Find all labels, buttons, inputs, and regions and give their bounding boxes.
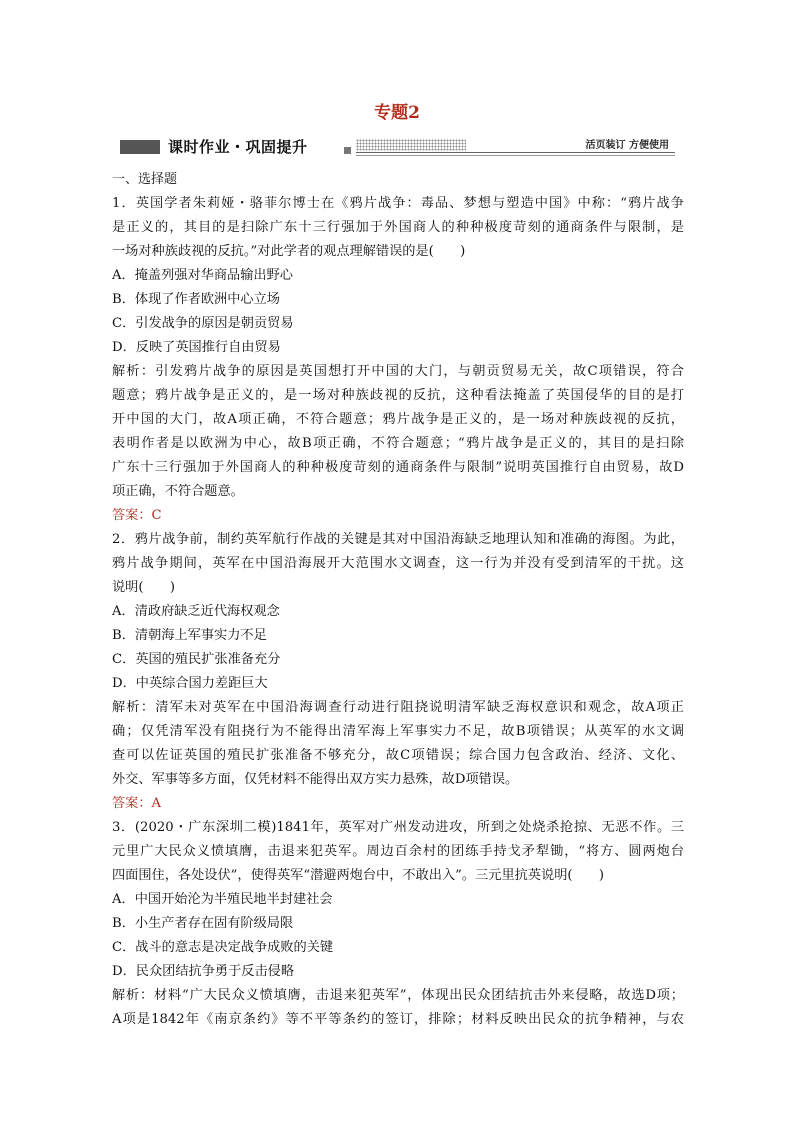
option-d: D．中英综合国力差距巨大 xyxy=(112,676,268,691)
question-stem-line: 元里广大民众义愤填膺，击退来犯英军。周边百余村的团练手持戈矛犁锄，“将方、圆两炮台 xyxy=(112,844,684,859)
option-a: A．清政府缺乏近代海权观念 xyxy=(112,604,280,619)
analysis-line: 广东十三行强加于外国商人的种种极度苛刻的通商条件与限制”说明英国推行自由贸易，故D xyxy=(112,460,684,475)
question-3 xyxy=(112,816,684,1032)
question-stem-line: 鸦片战争期间，英军在中国沿海展开大范围水文调查，这一行为并没有受到清军的干扰。这 xyxy=(112,556,684,571)
option-d: D．民众团结抗争勇于反击侵略 xyxy=(112,964,295,979)
option-d: D．反映了英国推行自由贸易 xyxy=(112,340,281,355)
option-b: B．小生产者存在固有阶级局限 xyxy=(112,916,294,931)
banner-right-note: 活页装订 方便使用 xyxy=(585,140,669,151)
option-c: C．引发战争的原因是朝贡贸易 xyxy=(112,316,294,331)
banner-rule-secondary xyxy=(356,155,675,156)
banner-label: 课时作业・巩固提升 xyxy=(168,138,308,156)
question-2 xyxy=(112,528,684,816)
section-heading: 一、选择题 xyxy=(112,172,178,187)
question-stem-line: 一场对种族歧视的反抗。”对此学者的观点理解错误的是( ) xyxy=(112,244,466,259)
analysis-line: 确；仅凭清军没有阻挠行为不能得出清军海上军事实力不足，故B项错误；从英军的水文调 xyxy=(112,724,684,739)
option-c: C．战斗的意志是决定战争成败的关键 xyxy=(112,940,334,955)
question-stem-line: 2．鸦片战争前，制约英军航行作战的关键是其对中国沿海缺乏地理认知和准确的海图。为此， xyxy=(112,532,684,547)
analysis-line: 项正确，不符合题意。 xyxy=(112,484,244,499)
answer-line: 答案：A xyxy=(112,796,162,811)
section-banner xyxy=(120,134,675,160)
question-stem-line: 3．(2020・广东深圳二模)1841年，英军对广州发动进攻，所到之处烧杀抢掠、无恶不作。三 xyxy=(112,820,684,835)
answer-line: 答案：C xyxy=(112,508,162,523)
question-stem-line: 1．英国学者朱莉娅・骆菲尔博士在《鸦片战争：毒品、梦想与塑造中国》中称：“鸦片战争 xyxy=(112,196,684,211)
analysis-line: 查可以佐证英国的殖民扩张准备不够充分，故C项错误；综合国力包含政治、经济、文化、 xyxy=(112,748,684,763)
option-b: B．体现了作者欧洲中心立场 xyxy=(112,292,280,307)
option-c: C．英国的殖民扩张准备充分 xyxy=(112,652,281,667)
page-title: 专题2 xyxy=(374,103,420,123)
analysis-line: 表明作者是以欧洲为中心，故B项正确，不符合题意；“鸦片战争是正义的，其目的是扫除 xyxy=(112,436,684,451)
analysis-line: 题意；鸦片战争是正义的，是一场对种族歧视的反抗，这种看法掩盖了英国侵华的目的是打 xyxy=(112,388,684,403)
option-a: A．掩盖列强对华商品输出野心 xyxy=(112,268,293,283)
analysis-line: 解析：清军未对英军在中国沿海调查行动进行阻挠说明清军缺乏海权意识和观念，故A项正 xyxy=(112,700,684,715)
banner-rule xyxy=(356,152,675,153)
question-stem-line: 四面围住，各处设伏”，使得英军“潜避两炮台中，不敢出入”。三元里抗英说明( ) xyxy=(112,868,605,883)
banner-decor-block xyxy=(120,140,160,154)
analysis-line: 解析：材料“广大民众义愤填膺，击退来犯英军”，体现出民众团结抗击外来侵略，故选D项； xyxy=(112,988,684,1003)
question-stem-line: 说明( ) xyxy=(112,580,176,595)
analysis-line: 开中国的大门，故A项正确，不符合题意；鸦片战争是正义的，是一场对种族歧视的反抗， xyxy=(112,412,684,427)
analysis-line: 解析：引发鸦片战争的原因是英国想打开中国的大门，与朝贡贸易无关，故C项错误，符合 xyxy=(112,364,684,379)
banner-square-icon xyxy=(344,147,351,154)
option-b: B．清朝海上军事实力不足 xyxy=(112,628,267,643)
question-stem-line: 是正义的，其目的是扫除广东十三行强加于外国商人的种种极度苛刻的通商条件与限制，是 xyxy=(112,220,684,235)
analysis-line: A项是1842年《南京条约》等不平等条约的签订，排除；材料反映出民众的抗争精神，与农 xyxy=(112,1012,684,1027)
document-body xyxy=(112,168,684,1032)
question-1 xyxy=(112,192,684,528)
analysis-line: 外交、军事等多方面，仅凭材料不能得出双方实力悬殊，故D项错误。 xyxy=(112,772,519,787)
banner-dot-pattern xyxy=(356,139,466,151)
option-a: A．中国开始沦为半殖民地半封建社会 xyxy=(112,892,333,907)
